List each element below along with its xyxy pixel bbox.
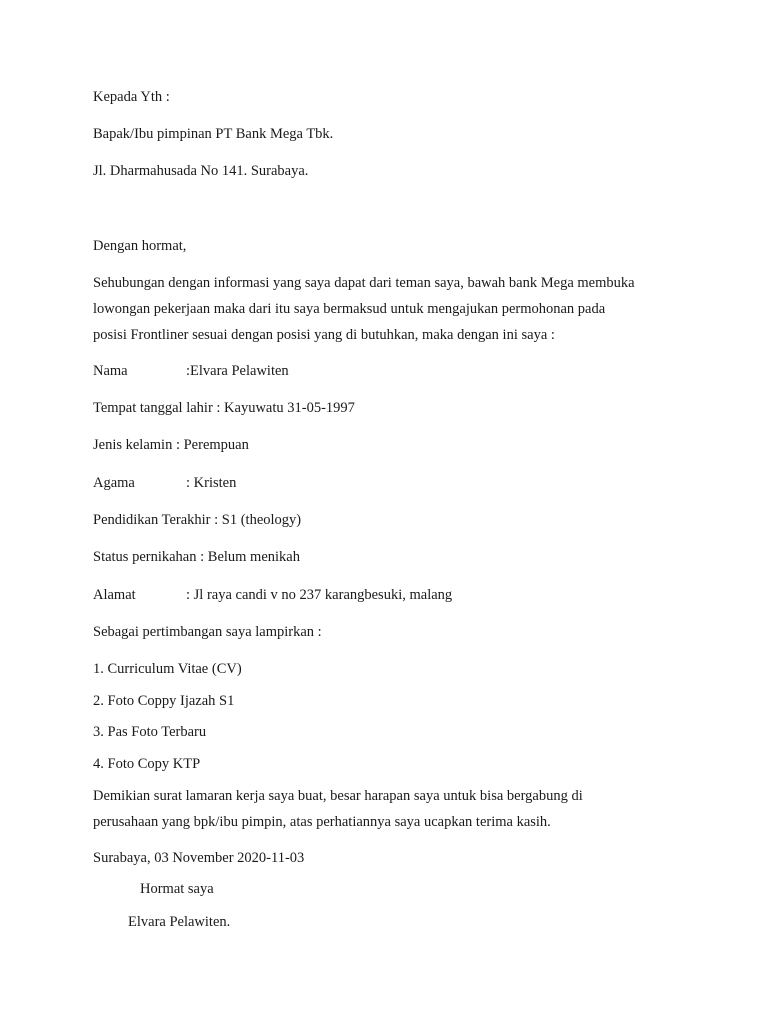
recipient-address: Jl. Dharmahusada No 141. Surabaya.: [93, 163, 309, 179]
attachments-heading: Sebagai pertimbangan saya lampirkan :: [93, 624, 322, 640]
place-date: Surabaya, 03 November 2020-11-03: [93, 850, 305, 866]
signature-name: Elvara Pelawiten.: [128, 914, 231, 930]
field-alamat: [93, 586, 453, 604]
closing-paragraph: [93, 783, 713, 835]
closing-line: perusahaan yang bpk/ibu pimpin, atas perhatiannya saya ucapkan terima kasih.: [93, 814, 551, 830]
field-pendidikan: Pendidikan Terakhir : S1 (theology): [93, 512, 302, 528]
intro-line: Sehubungan dengan informasi yang saya dapat dari teman saya, bawah bank Mega membuka: [93, 275, 635, 291]
signoff: Hormat saya: [140, 881, 214, 897]
attachment-item: 3. Pas Foto Terbaru: [93, 724, 207, 740]
opening-salutation: Dengan hormat,: [93, 238, 187, 254]
field-value: :Elvara Pelawiten: [186, 363, 289, 379]
attachment-item: 1. Curriculum Vitae (CV): [93, 661, 242, 677]
field-value: : Jl raya candi v no 237 karangbesuki, malang: [186, 587, 453, 603]
field-tempat-tanggal-lahir: Tempat tanggal lahir : Kayuwatu 31-05-1997: [93, 400, 355, 416]
intro-line: posisi Frontliner sesuai dengan posisi yang di butuhkan, maka dengan ini saya :: [93, 327, 555, 343]
field-agama: [93, 474, 237, 492]
field-label: Agama: [93, 475, 135, 491]
field-label: Nama: [93, 363, 128, 379]
intro-line: lowongan pekerjaan maka dari itu saya bermaksud untuk mengajukan permohonan pada: [93, 301, 606, 317]
field-jenis-kelamin: Jenis kelamin : Perempuan: [93, 437, 249, 453]
recipient-name: Bapak/Ibu pimpinan PT Bank Mega Tbk.: [93, 126, 334, 142]
field-label: Alamat: [93, 587, 136, 603]
intro-paragraph: [93, 270, 713, 348]
closing-line: Demikian surat lamaran kerja saya buat, besar harapan saya untuk bisa bergabung di: [93, 788, 583, 804]
field-value: : Kristen: [186, 475, 237, 491]
attachment-item: 4. Foto Copy KTP: [93, 756, 201, 772]
recipient-greeting: Kepada Yth :: [93, 89, 170, 105]
field-status-pernikahan: Status pernikahan : Belum menikah: [93, 549, 300, 565]
attachment-item: 2. Foto Coppy Ijazah S1: [93, 693, 235, 709]
field-nama: [93, 362, 289, 380]
